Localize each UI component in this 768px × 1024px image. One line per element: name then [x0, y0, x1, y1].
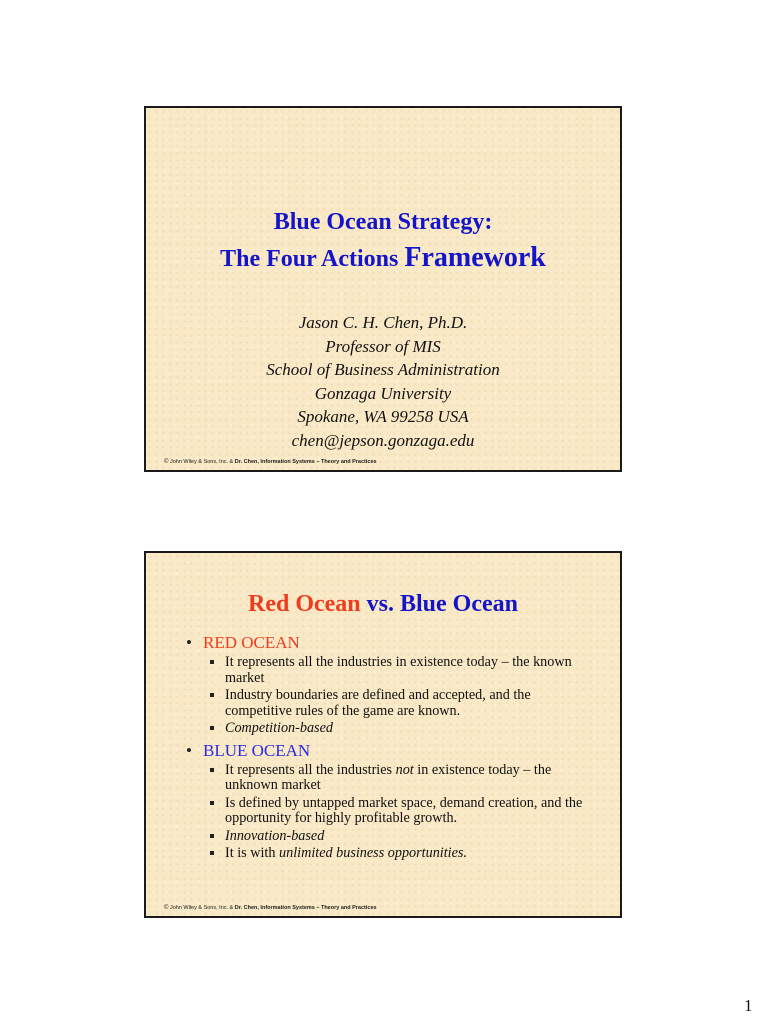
title-vs: vs. — [360, 591, 400, 617]
author-name: Jason C. H. Chen, Ph.D. — [298, 313, 468, 332]
list-item-text: Industry boundaries are defined and accepted, and the competitive rules of the game are known. — [225, 687, 531, 719]
footer-book: Dr. Chen, Information Systems – Theory and Practices — [234, 459, 377, 465]
author-school: School of Business Administration — [266, 360, 500, 379]
bullet-dot-icon: • — [186, 740, 192, 760]
slide-2 — [144, 551, 622, 918]
red-ocean-heading-text: RED OCEAN — [203, 633, 300, 652]
bullet-square-icon — [210, 851, 214, 855]
list-item-text-before: It represents all the industries — [225, 761, 396, 778]
footer-publisher: John Wiley & Sons, Inc. & — [169, 459, 235, 465]
list-item — [184, 829, 590, 845]
footer-book: Dr. Chen, Information Systems – Theory and Practices — [234, 905, 377, 911]
bullet-square-icon — [210, 660, 214, 664]
copyright-symbol: © — [164, 459, 169, 465]
slide-2-content — [184, 633, 590, 864]
title-line-1: Blue Ocean Strategy: — [273, 209, 493, 235]
list-item — [184, 846, 590, 862]
bullet-square-icon — [210, 693, 214, 697]
title-red-ocean: Red Ocean — [248, 591, 361, 617]
page-number: 1 — [744, 996, 753, 1015]
blue-ocean-heading — [184, 741, 590, 761]
list-item-text-before: It is with — [225, 845, 279, 861]
author-university: Gonzaga University — [314, 383, 452, 403]
bullet-square-icon — [210, 801, 214, 805]
bullet-square-icon — [210, 768, 214, 772]
list-item — [184, 688, 590, 719]
list-item-text: Is defined by untapped market space, demand creation, and the opportunity for highly profitable growth. — [225, 794, 583, 826]
list-item-text: Innovation-based — [225, 827, 325, 844]
author-title: Professor of MIS — [325, 336, 441, 356]
title-line-2-part-2: Framework — [404, 242, 546, 273]
list-item-text-after: in existence today – the unknown market — [225, 761, 552, 793]
title-blue-ocean: Blue Ocean — [400, 591, 518, 617]
list-item-emphasis: not — [395, 761, 414, 778]
slide-1-footer — [164, 459, 377, 465]
title-line-2-part-1: The Four Actions — [220, 246, 405, 272]
author-email: chen@jepson.gonzaga.edu — [291, 430, 475, 450]
list-item — [184, 721, 590, 737]
red-ocean-list — [184, 655, 590, 737]
list-item — [184, 763, 590, 794]
copyright-symbol: © — [164, 905, 169, 911]
blue-ocean-list — [184, 763, 590, 862]
list-item — [184, 796, 590, 827]
list-item — [184, 655, 590, 686]
blue-ocean-heading-text: BLUE OCEAN — [203, 740, 311, 760]
slide-1 — [144, 106, 622, 472]
list-item-emphasis: unlimited business opportunities. — [279, 845, 467, 861]
list-item-text: Competition-based — [225, 720, 333, 736]
bullet-dot-icon: • — [186, 633, 192, 652]
footer-publisher: John Wiley & Sons, Inc. & — [169, 905, 235, 911]
red-ocean-heading — [184, 633, 590, 653]
slide-2-footer — [164, 905, 377, 911]
list-item-text: It represents all the industries in existence today – the known market — [225, 654, 572, 686]
author-block — [146, 311, 620, 452]
title-line-2 — [146, 240, 620, 277]
slide-2-title — [146, 591, 620, 618]
author-address: Spokane, WA 99258 USA — [297, 407, 469, 426]
bullet-square-icon — [210, 726, 214, 730]
slide-1-title — [146, 204, 620, 277]
bullet-square-icon — [210, 834, 214, 838]
